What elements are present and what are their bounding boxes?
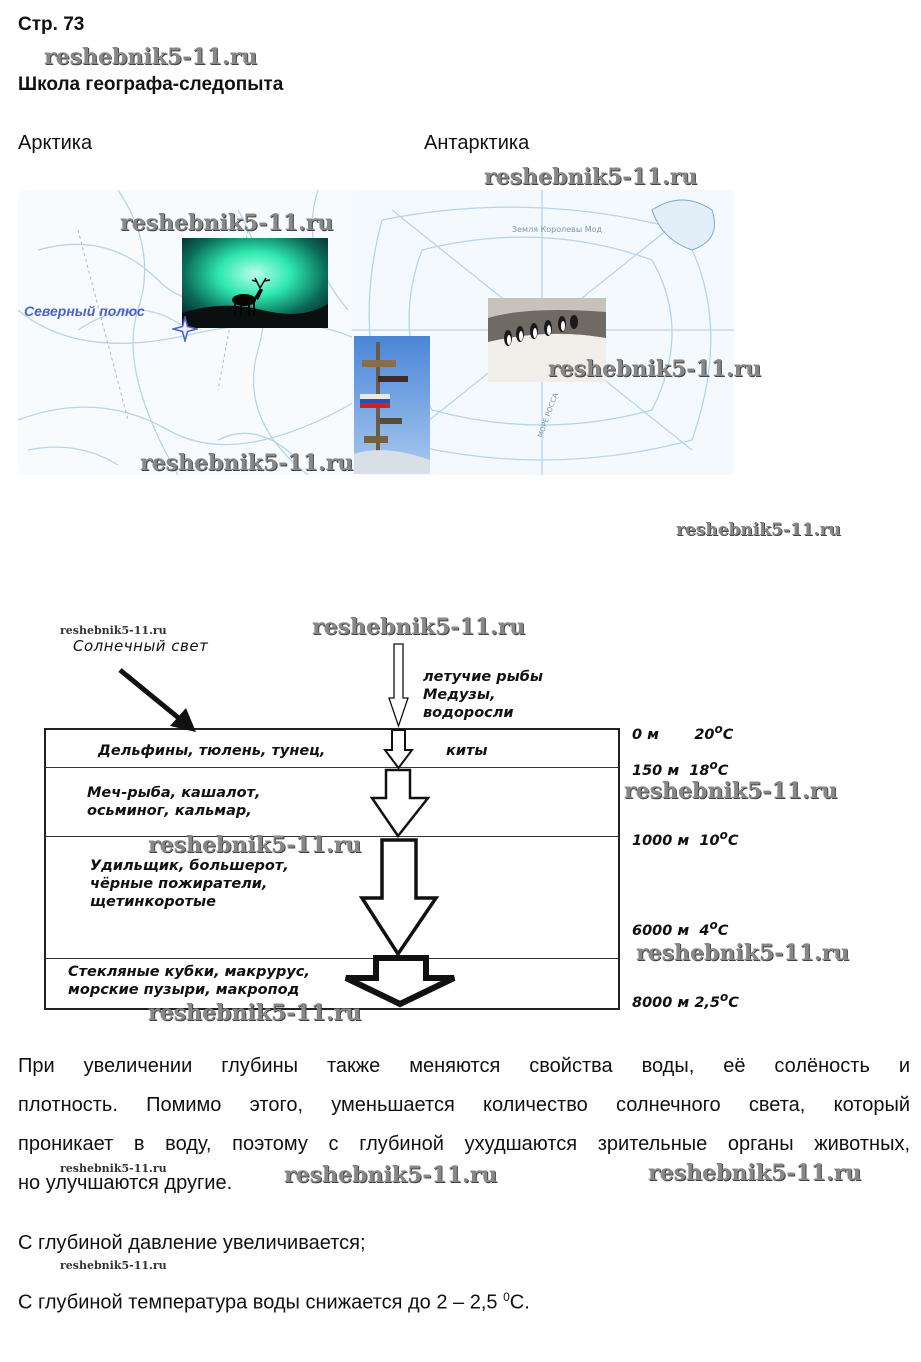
- paragraph-line: плотность. Помимо этого, уменьшается количество солнечного света, который: [18, 1094, 910, 1116]
- surface-life-item: водоросли: [423, 705, 514, 721]
- antarctic-label: Антарктика: [424, 132, 530, 154]
- depth-arrow-icon: [346, 958, 454, 1004]
- zone-animal-line: Меч-рыба, кашалот,: [87, 785, 261, 801]
- north-pole-label: Северный полюс: [24, 303, 145, 319]
- paragraph-line: но улучшаются другие.: [18, 1172, 233, 1194]
- paragraph-line: При увеличении глубины также меняются свойства воды, её солёность и: [18, 1055, 910, 1077]
- watermark: reshebnik5-11.ru: [648, 1160, 862, 1186]
- watermark: reshebnik5-11.ru: [60, 1259, 167, 1272]
- zone4-animals: [68, 963, 310, 999]
- pressure-statement: С глубиной давление увеличивается;: [18, 1232, 366, 1254]
- antarctic-map-label-sea2: МОРЕ РОССА: [536, 392, 560, 439]
- zone-animal-line: осьминог, кальмар,: [87, 803, 252, 819]
- depth-temp-label: 0 м $20^оС$: [632, 722, 734, 743]
- watermark: reshebnik5-11.ru: [284, 1162, 498, 1188]
- watermark: reshebnik5-11.ru: [148, 832, 362, 858]
- depth-arrow-icon: [372, 770, 428, 836]
- zone-animal-line: Стекляные кубки, макрурус,: [68, 964, 310, 980]
- sunlight-label: Солнечный свет: [73, 637, 209, 655]
- watermark: reshebnik5-11.ru: [312, 614, 526, 640]
- zone-animal-line: морские пузыри, макропод: [68, 982, 300, 998]
- aurora-reindeer-photo: [182, 238, 328, 328]
- page-number: Стр. 73: [18, 14, 85, 35]
- watermark: reshebnik5-11.ru: [60, 1162, 167, 1175]
- surface-life-item: Медузы,: [423, 687, 496, 703]
- watermark: reshebnik5-11.ru: [140, 450, 354, 476]
- surface-life-item: летучие рыбы: [423, 669, 544, 685]
- watermark: reshebnik5-11.ru: [624, 778, 838, 804]
- sunlight-arrow-icon: [120, 670, 196, 732]
- depth-temp-label: 8000 м $2,5^оС$: [632, 990, 739, 1011]
- page-title: Школа географа-следопыта: [18, 74, 284, 95]
- watermark: reshebnik5-11.ru: [676, 520, 841, 540]
- north-pole-star-icon: [172, 316, 198, 347]
- depth-arrow-icon: [385, 730, 412, 768]
- depth-temp-label: 1000 м $10^оС$: [632, 828, 739, 849]
- zone1-animals: Дельфины, тюлень, тунец,: [98, 743, 326, 759]
- watermark: reshebnik5-11.ru: [548, 356, 762, 382]
- zone1-animals-extra: киты: [446, 743, 488, 759]
- temperature-statement: С глубиной температура воды снижается до 2 – 2,5 $^0$С.: [18, 1290, 530, 1314]
- depth-arrow-icon: [389, 644, 408, 726]
- zone2-animals: [87, 784, 261, 820]
- antarctic-map-label-sea1: Земля Королевы Мод: [512, 225, 603, 234]
- arctic-label: Арктика: [18, 132, 93, 154]
- watermark: reshebnik5-11.ru: [44, 44, 258, 70]
- watermark: reshebnik5-11.ru: [120, 210, 334, 236]
- signpost-photo: [354, 336, 430, 474]
- depth-temp-label: 6000 м $4^оС$: [632, 918, 729, 939]
- watermark: reshebnik5-11.ru: [60, 624, 167, 637]
- zone3-animals: [90, 857, 289, 911]
- zone-animal-line: чёрные пожиратели,: [90, 876, 268, 892]
- watermark: reshebnik5-11.ru: [484, 164, 698, 190]
- depth-arrow-icon: [362, 840, 436, 954]
- zone-animal-line: щетинкоротые: [90, 894, 216, 910]
- zone-animal-line: Удильщик, большерот,: [90, 858, 289, 874]
- watermark: reshebnik5-11.ru: [148, 1000, 362, 1026]
- depth-temp-label: 150 м $18^оС$: [632, 758, 729, 779]
- watermark: reshebnik5-11.ru: [636, 940, 850, 966]
- paragraph-line: проникает в воду, поэтому с глубиной ухудшаются зрительные органы животных,: [18, 1133, 910, 1155]
